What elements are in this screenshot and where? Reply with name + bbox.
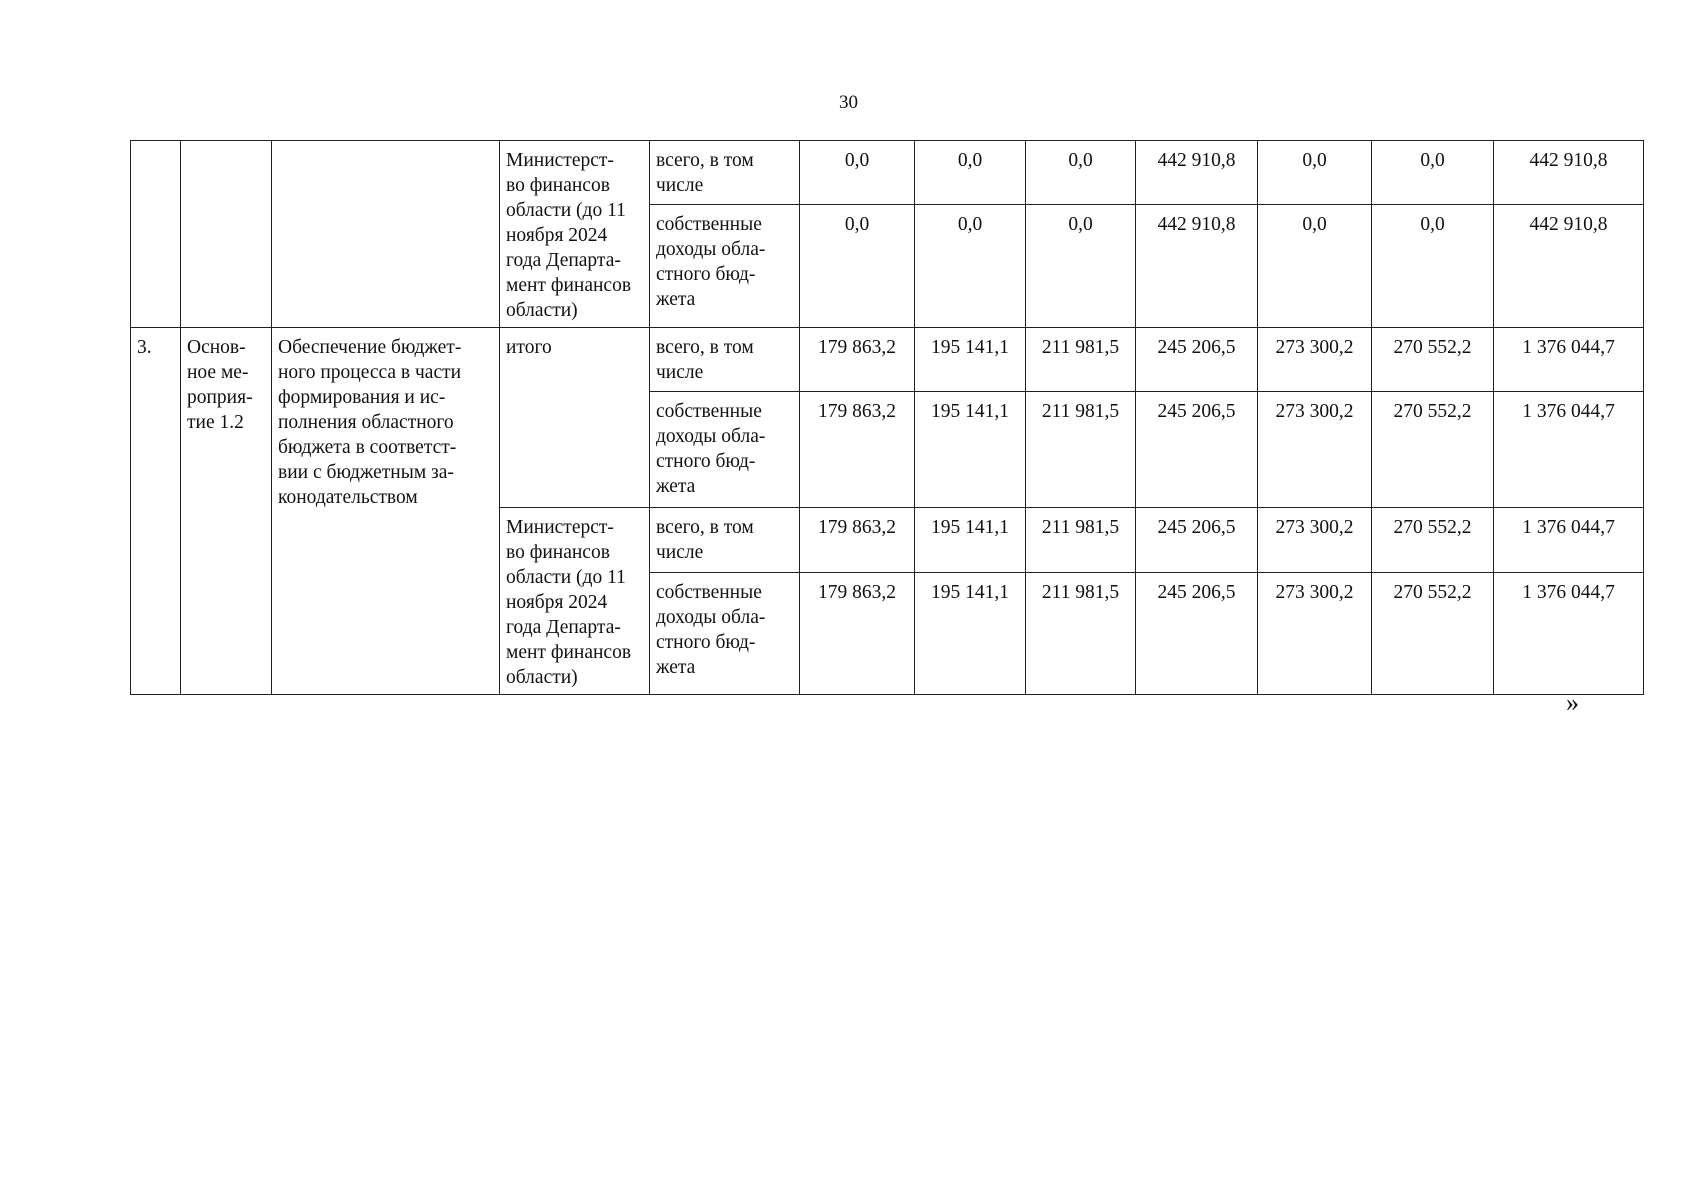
executor-cell bbox=[500, 141, 650, 328]
value-cell: 179 863,2 bbox=[800, 328, 915, 392]
value-cell: 0,0 bbox=[915, 141, 1026, 205]
value-cell: 442 910,8 bbox=[1136, 141, 1258, 205]
funding-source-text: собственные доходы обла- стного бюд- жета bbox=[656, 582, 766, 679]
value-cell: 245 206,5 bbox=[1136, 328, 1258, 392]
row-index: 3. bbox=[131, 328, 181, 695]
funding-source-cell bbox=[650, 573, 800, 695]
funding-source-cell bbox=[650, 392, 800, 508]
value-cell: 0,0 bbox=[1026, 141, 1136, 205]
closing-quote-mark: » bbox=[1566, 688, 1579, 717]
value-cell: 211 981,5 bbox=[1026, 508, 1136, 573]
value-cell: 195 141,1 bbox=[915, 392, 1026, 508]
value-cell: 195 141,1 bbox=[915, 573, 1026, 695]
value-cell: 0,0 bbox=[1258, 141, 1372, 205]
funding-source-text: собственные доходы обла- стного бюд- жета bbox=[656, 214, 766, 311]
value-cell: 195 141,1 bbox=[915, 508, 1026, 573]
value-cell: 0,0 bbox=[800, 141, 915, 205]
value-cell: 0,0 bbox=[1258, 205, 1372, 328]
funding-source-text: всего, в том числе bbox=[656, 517, 754, 563]
funding-source-cell bbox=[650, 328, 800, 392]
value-cell: 273 300,2 bbox=[1258, 573, 1372, 695]
value-cell: 245 206,5 bbox=[1136, 508, 1258, 573]
executor-cell bbox=[500, 508, 650, 695]
value-cell: 211 981,5 bbox=[1026, 328, 1136, 392]
value-cell: 273 300,2 bbox=[1258, 328, 1372, 392]
value-cell: 179 863,2 bbox=[800, 573, 915, 695]
event-status-text: Основ- ное ме- роприя- тие 1.2 bbox=[187, 337, 253, 433]
budget-table bbox=[130, 140, 1644, 695]
total-cell: 1 376 044,7 bbox=[1494, 392, 1644, 508]
value-cell: 270 552,2 bbox=[1372, 328, 1494, 392]
value-cell: 0,0 bbox=[1372, 205, 1494, 328]
total-cell: 1 376 044,7 bbox=[1494, 328, 1644, 392]
value-cell: 195 141,1 bbox=[915, 328, 1026, 392]
value-cell: 442 910,8 bbox=[1136, 205, 1258, 328]
value-cell: 270 552,2 bbox=[1372, 392, 1494, 508]
table-row bbox=[131, 328, 1644, 392]
executor-text: Министерст- во финансов области (до 11 ноября 2024 года Департа- мент финансов области) bbox=[506, 150, 632, 321]
funding-source-cell bbox=[650, 141, 800, 205]
event-title-text: Обеспечение бюджет- ного процесса в части формирования и ис- полнения областного бюджета в соответст- вии с бюджетным за- конодательством bbox=[278, 337, 462, 508]
funding-source-text: всего, в том числе bbox=[656, 150, 754, 196]
title-cell-empty bbox=[272, 141, 500, 328]
value-cell: 179 863,2 bbox=[800, 392, 915, 508]
value-cell: 211 981,5 bbox=[1026, 573, 1136, 695]
value-cell: 245 206,5 bbox=[1136, 573, 1258, 695]
value-cell: 270 552,2 bbox=[1372, 573, 1494, 695]
value-cell: 0,0 bbox=[800, 205, 915, 328]
value-cell: 211 981,5 bbox=[1026, 392, 1136, 508]
total-cell: 442 910,8 bbox=[1494, 205, 1644, 328]
executor-cell: итого bbox=[500, 328, 650, 508]
index-cell-empty bbox=[131, 141, 181, 328]
value-cell: 0,0 bbox=[1026, 205, 1136, 328]
total-cell: 1 376 044,7 bbox=[1494, 508, 1644, 573]
funding-source-cell bbox=[650, 205, 800, 328]
status-cell-empty bbox=[181, 141, 272, 328]
total-cell: 1 376 044,7 bbox=[1494, 573, 1644, 695]
event-title-cell bbox=[272, 328, 500, 695]
total-cell: 442 910,8 bbox=[1494, 141, 1644, 205]
value-cell: 0,0 bbox=[915, 205, 1026, 328]
value-cell: 273 300,2 bbox=[1258, 508, 1372, 573]
executor-text: Министерст- во финансов области (до 11 ноября 2024 года Департа- мент финансов области) bbox=[506, 517, 632, 688]
table-row bbox=[131, 141, 1644, 205]
funding-source-text: всего, в том числе bbox=[656, 337, 754, 383]
funding-source-cell bbox=[650, 508, 800, 573]
value-cell: 273 300,2 bbox=[1258, 392, 1372, 508]
event-status-cell bbox=[181, 328, 272, 695]
funding-source-text: собственные доходы обла- стного бюд- жета bbox=[656, 401, 766, 497]
value-cell: 179 863,2 bbox=[800, 508, 915, 573]
value-cell: 270 552,2 bbox=[1372, 508, 1494, 573]
value-cell: 0,0 bbox=[1372, 141, 1494, 205]
value-cell: 245 206,5 bbox=[1136, 392, 1258, 508]
page-number: 30 bbox=[839, 92, 858, 113]
